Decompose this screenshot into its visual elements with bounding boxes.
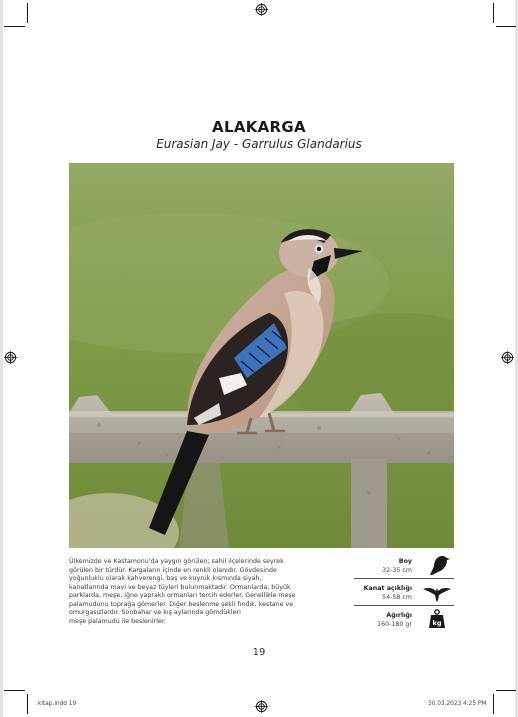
registration-mark-icon [4, 351, 17, 364]
stat-label: Boy [398, 558, 412, 565]
description-line: kanatlarında mavi ve beyaz tüyleri bulunmaktadır. Ormanlarda, büyük [69, 583, 291, 591]
description-line: Ülkemizde ve Kastamonu'da yaygın görülen; sahil ilçelerinde seyrek [69, 558, 284, 565]
page-edge-left [0, 0, 3, 717]
bird-photo [69, 163, 454, 548]
registration-mark-icon [255, 3, 268, 16]
description-line: görülen bir türdür. Kargaların içinde en renkli olanıdır. Gövdesinde [69, 566, 277, 574]
page-number: 19 [252, 647, 266, 658]
stat-label: Ağırlığı [386, 612, 412, 619]
registration-mark-icon [255, 700, 268, 713]
description-line: omurgasızlardır. Sonbahar ve kış aylarında gömdükleri [69, 609, 241, 617]
eurasian-jay-illustration [69, 163, 454, 548]
species-latin-name: Eurasian Jay - Garrulus Glandarius [156, 137, 362, 151]
description-line: meşe palamudu ile beslenirler. [69, 617, 166, 625]
bird-wingspan-icon [422, 581, 452, 603]
description-line: palamudunu toprağa gömerler. Diğer beslenme şekli fındık, kestane ve [69, 600, 294, 608]
description-line: parklarda, meşe, iğne yapraklı ormanları tercih ederler. Genellikle meşe [69, 592, 296, 600]
species-stats [354, 552, 454, 632]
slug-file: kitap.indd 19 [38, 701, 77, 707]
slug-datetime: 30.03.2023 4:25 PM [428, 701, 487, 707]
stat-value: 54-58 cm [382, 594, 412, 601]
weight-icon-label: kg [432, 619, 442, 627]
stat-label: Kanat açıklığı [363, 585, 412, 592]
species-title: ALAKARGA [212, 118, 306, 136]
stat-value: 160-180 gr [377, 621, 412, 628]
stat-wingspan [354, 579, 454, 606]
stat-weight [354, 606, 454, 632]
weight-kg-icon [422, 608, 452, 630]
bird-standing-icon [422, 554, 452, 576]
stat-value: 32-35 cm [382, 567, 412, 574]
registration-mark-icon [501, 351, 514, 364]
description-line: yoğunluklu olarak kahverengi, baş ve kuyruk kısmında siyah, [69, 575, 262, 583]
species-description [69, 558, 349, 626]
stat-length [354, 552, 454, 579]
